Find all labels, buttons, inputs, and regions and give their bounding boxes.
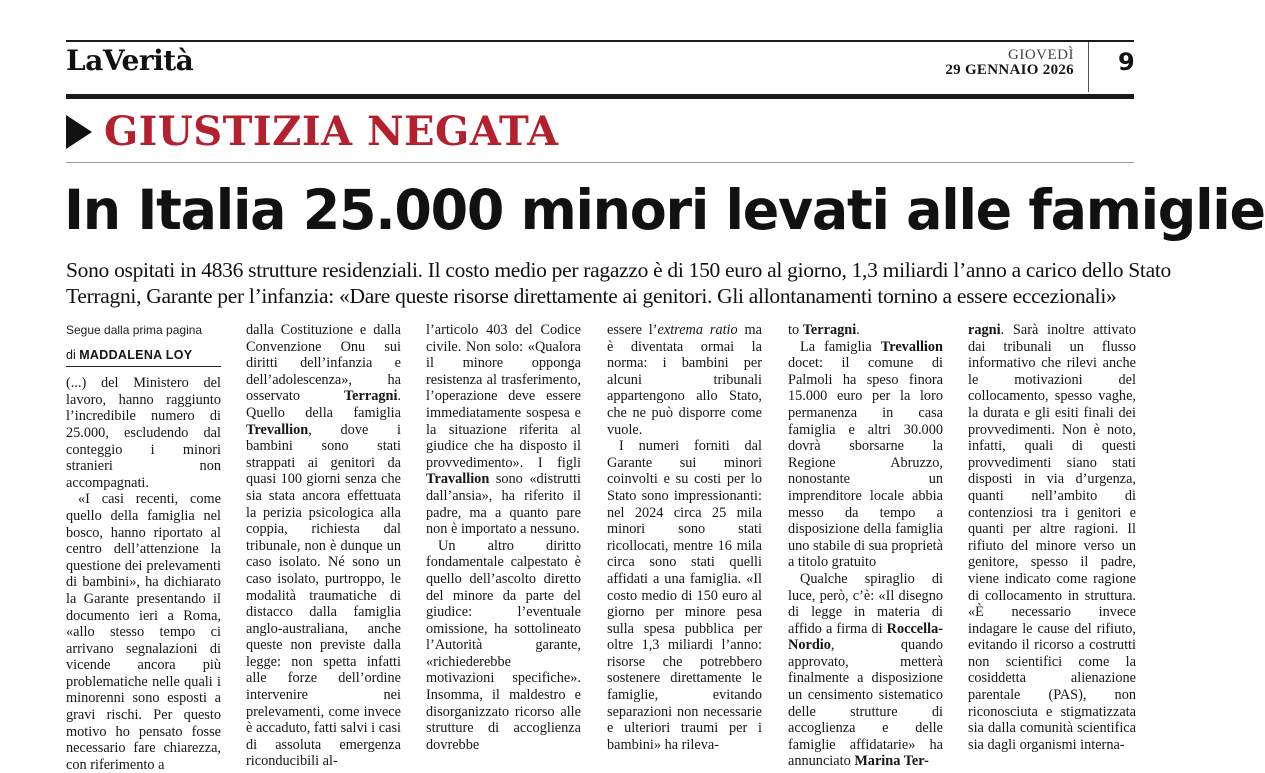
logo-verita: Verità — [102, 44, 194, 77]
issue-weekday: GIOVEDÌ — [1008, 47, 1074, 63]
page-number: 9 — [1118, 48, 1135, 76]
masthead-divider — [1088, 42, 1089, 92]
byline-prefix: di — [66, 347, 76, 362]
article-column-6 — [968, 322, 1136, 753]
section-kicker — [66, 108, 559, 155]
subhead-line-1: Sono ospitati in 4836 strutture residenziali. Il costo medio per ragazzo è di 150 euro al giorno, 1,3 miliardi l’anno a carico dello Stato — [66, 258, 1171, 282]
logo-la: La — [66, 44, 103, 77]
paragraph: Un altro diritto fondamentale calpestato è quello dell’ascolto diretto del minore da parte del giudice: l’eventuale omissione, ha sottolineato l’Autorità garante, «richiederebbe motivazioni specifiche». Insomma, il maldestro e disorganizzato ricorso alle strutture di accoglienza dovrebbe — [426, 537, 581, 753]
paragraph: l’articolo 403 del Codice civile. Non solo: «Qualora il minore opponga resistenza al trasferimento, l’operazione deve essere immediatamente sospesa e la situazione riferita al giudice che ha disposto il provvedimento». I figli Travallion sono «distrutti dall’ansia», ha riferito il padre, ma a quanto pare non è importato a nessuno. — [426, 322, 581, 538]
article-column-4 — [607, 322, 762, 753]
byline — [66, 347, 221, 368]
triangle-arrow-icon — [66, 115, 92, 149]
author-name: MADDALENA LOY — [79, 347, 193, 362]
paragraph: (...) del Ministero del lavoro, hanno raggiunto l’incredibile numero di 25.000, escludendo dal conteggio i minori stranieri non accompagnati. — [66, 375, 221, 491]
top-rule — [66, 40, 1134, 42]
headline: In Italia 25.000 minori levati alle famiglie — [64, 178, 1265, 242]
subheadline — [66, 257, 1171, 309]
article-body — [66, 322, 1136, 773]
kicker-text: GIUSTIZIA NEGATA — [104, 108, 559, 155]
paragraph: essere l’extrema ratio ma è diventata ormai la norma: i bambini per alcuni tribunali appartengono allo Stato, che ne può disporre come vuole. — [607, 322, 762, 438]
paragraph: I numeri forniti dal Garante sui minori coinvolti e su costi per lo Stato sono impressionanti: nel 2024 circa 25 mila minori sono stati ricollocati, mentre 16 mila circa sono stati quelli affidati a una famiglia. «Il costo medio di 150 euro al giorno per minore pesa sulla spesa pubblica per oltre 1,3 miliardi l’anno: risorse che potrebbero sostenere direttamente le famiglie, evitando separazioni non necessarie e ulteriori traumi per i bambini» ha rileva- — [607, 438, 762, 753]
paragraph: «I casi recenti, come quello della famiglia nel bosco, hanno riportato al centro dell’attenzione la questione dei prelevamenti di bambini», ha dichiarato la Garante presentando il documento ieri a Roma, «allo stesso tempo ci arrivano segnalazioni di vicende ancora più problematiche nelle quali i minorenni sono esposti a gravi rischi. Per questo motivo ho pensato fosse necessario fare chiarezza, con riferimento a — [66, 491, 221, 773]
paragraph: ragni. Sarà inoltre attivato dai tribunali un flusso informativo che rilevi anche le motivazioni del collocamento, spesso vaghe, la durata e gli esiti finali dei provvedimenti. Non è noto, infatti, quali di questi provvedimenti siano stati disposti in via d’urgenza, quanti nell’ambito di contenziosi tra i genitori e quanti per altre ragioni. Il rifiuto del minore verso un genitore, spesso il padre, viene indicato come ragione di collocamento in struttura. «È necessario invece indagare le cause del rifiuto, evitando il ricorso a costrutti non scientifici come la cosiddetta alienazione parentale (PAS), non riconosciuta e stigmatizzata sia dalla comunità scientifica sia dagli organismi interna- — [968, 322, 1136, 753]
header-rule — [66, 94, 1134, 99]
article-column-2 — [246, 322, 401, 770]
paragraph: to Terragni. — [788, 322, 860, 338]
paragraph: Qualche spiraglio di luce, però, c’è: «Il disegno di legge in materia di affido a firma di Roccella-Nordio, quando approvato, metterà finalmente a disposizione un censimento sistematico delle strutture di accoglienza e delle famiglie affidatarie» ha annunciato Marina Ter- — [788, 570, 943, 770]
paragraph: La famiglia Trevallion docet: il comune di Palmoli ha speso finora 15.000 euro per la loro permanenza in casa famiglia e altri 30.000 dovrà sborsarne la Regione Abruzzo, nonostante un imprenditore locale abbia messo da tempo a disposizione della famiglia uno stabile di sua proprietà a titolo gratuito — [788, 338, 943, 571]
paragraph: dalla Costituzione e dalla Convenzione Onu sui diritti dell’infanzia e dell’adolescenza», ha osservato Terragni. Quello della famiglia Trevallion, dove i bambini sono stati strappati ai genitori da quasi 100 giorni senza che sia stata ancora effettuata la perizia psicologica alla coppia, richiesta dal tribunale, non è dunque un caso isolato. Né sono un caso isolato, purtroppo, le modalità traumatiche di distacco dalla famiglia anglo-australiana, anche queste non previste dalla legge: non spetta infatti alle forze dell’ordine intervenire nei prelevamenti, come invece è accaduto, fatti salvi i casi di assoluta emergenza riconducibili al- — [246, 322, 401, 770]
article-column-1 — [66, 322, 221, 773]
issue-full-date: 29 GENNAIO 2026 — [945, 62, 1074, 78]
subhead-line-2: Terragni, Garante per l’infanzia: «Dare queste risorse direttamente ai genitori. Gli allontanamenti tornino a essere eccezionali» — [66, 284, 1117, 308]
newspaper-logo — [66, 44, 193, 77]
article-column-5 — [788, 322, 943, 770]
kicker-rule — [66, 162, 1134, 163]
continued-note: Segue dalla prima pagina — [66, 323, 203, 337]
article-column-3 — [426, 322, 581, 753]
issue-date — [945, 48, 1074, 78]
